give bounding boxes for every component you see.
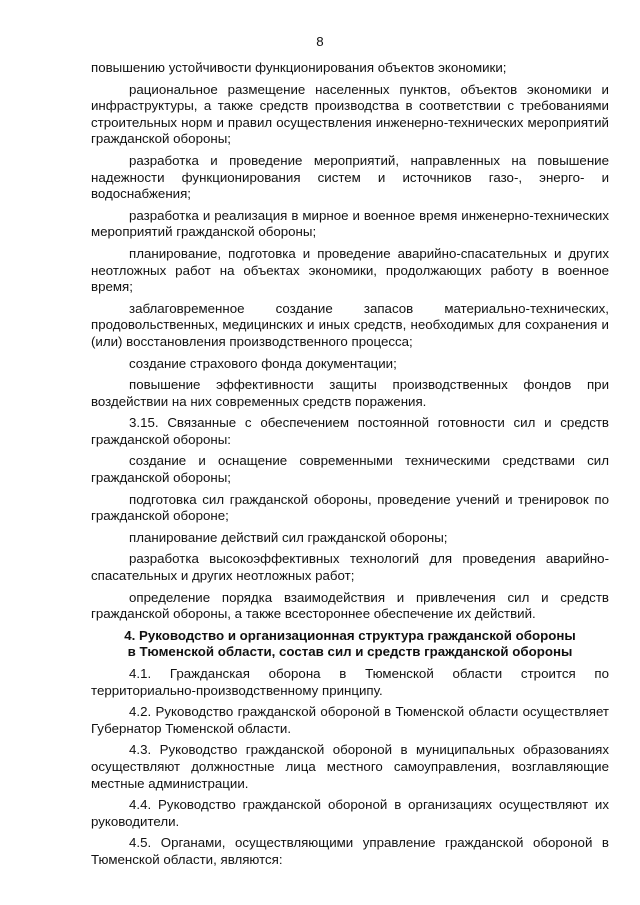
clause-3-15: 3.15. Связанные с обеспечением постоянной готовности сил и средств гражданской обороны:	[91, 415, 609, 447]
clause-4-1: 4.1. Гражданская оборона в Тюменской области строится по территориально-производственному принципу.	[91, 666, 609, 698]
clause-4-5: 4.5. Органами, осуществляющими управление гражданской обороной в Тюменской области, являются:	[91, 835, 609, 867]
document-body	[91, 60, 609, 874]
clause-4-3: 4.3. Руководство гражданской обороной в муниципальных образованиях осуществляют должностные лица местного самоуправления, возглавляющие местные администрации.	[91, 742, 609, 791]
clause-4-4: 4.4. Руководство гражданской обороной в организациях осуществляют их руководители.	[91, 797, 609, 829]
clause-4-2: 4.2. Руководство гражданской обороной в Тюменской области осуществляет Губернатор Тюменской области.	[91, 704, 609, 736]
section-heading-line: 4. Руководство и организационная структура гражданской обороны	[124, 627, 576, 643]
paragraph: рациональное размещение населенных пунктов, объектов экономики и инфраструктуры, а также средств производства в соответствии с требованиями строительных норм и правил осуществления инженерно-технических мероприятий гражданской обороны;	[91, 81, 609, 147]
paragraph: повышение эффективности защиты производственных фондов при воздействии на них современных средств поражения.	[91, 377, 609, 409]
paragraph: разработка и реализация в мирное и военное время инженерно-технических мероприятий гражданской обороны;	[91, 207, 609, 240]
paragraph: разработка и проведение мероприятий, направленных на повышение надежности функционирования систем и источников газо-, энерго- и водоснабжения;	[91, 152, 609, 202]
paragraph: планирование действий сил гражданской обороны;	[129, 529, 448, 545]
paragraph: подготовка сил гражданской обороны, проведение учений и тренировок по гражданской обороне;	[91, 491, 609, 524]
paragraph: создание страхового фонда документации;	[129, 355, 397, 371]
page-number: 8	[316, 34, 324, 49]
paragraph: заблаговременное создание запасов материально-технических, продовольственных, медицинских и иных средств, необходимых для сохранения и (или) восстановления производственного процесса;	[91, 300, 609, 349]
paragraph: разработка высокоэффективных технологий для проведения аварийно-спасательных и других неотложных работ;	[91, 551, 609, 584]
section-heading	[91, 628, 609, 661]
paragraph: создание и оснащение современными техническими средствами сил гражданской обороны;	[91, 453, 609, 486]
section-heading-line: в Тюменской области, состав сил и средств гражданской обороны	[127, 644, 573, 660]
paragraph: повышению устойчивости функционирования объектов экономики;	[91, 60, 507, 75]
paragraph: определение порядка взаимодействия и привлечения сил и средств гражданской обороны, а также всестороннее обеспечение их действий.	[91, 589, 609, 622]
paragraph: планирование, подготовка и проведение аварийно-спасательных и других неотложных работ на объектах экономики, продолжающих работу в военное время;	[91, 245, 609, 295]
